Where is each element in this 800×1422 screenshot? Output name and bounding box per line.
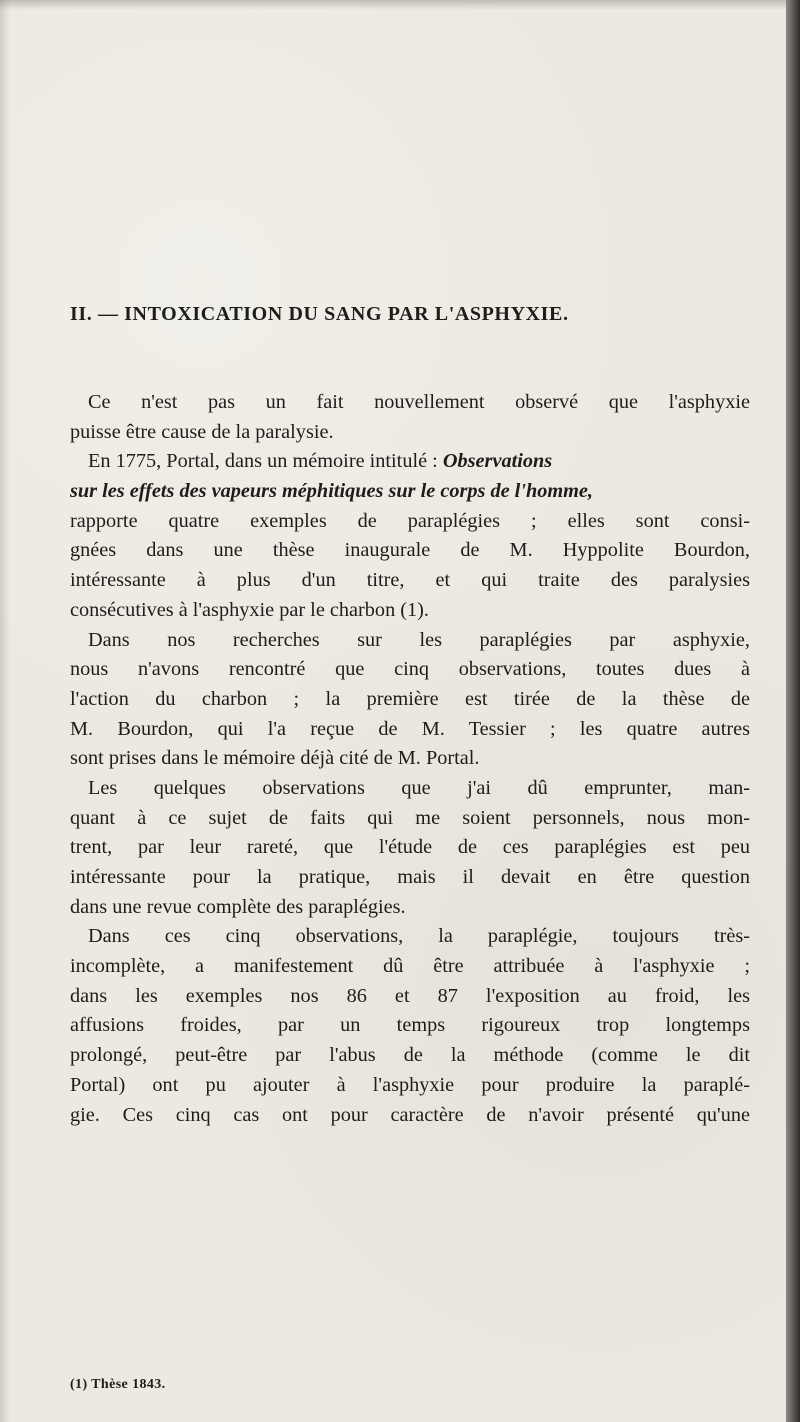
text-line: rapporte quatre exemples de paraplégies ; elles sont consi- xyxy=(70,509,750,532)
text-line: prolongé, peut-être par l'abus de la méthode (comme le dit xyxy=(70,1044,750,1067)
text-line: Portal) ont pu ajouter à l'asphyxie pour produire la paraplé- xyxy=(70,1073,750,1096)
text-line: intéressante pour la pratique, mais il devait en être question xyxy=(70,866,750,888)
text-line: Dans nos recherches sur les paraplégies par asphyxie, xyxy=(88,628,750,651)
text-line: intéressante à plus d'un titre, et qui traite des paralysies xyxy=(70,569,750,592)
section-heading: II. — INTOXICATION DU SANG PAR L'ASPHYXIE. xyxy=(70,303,569,325)
text-line: Les quelques observations que j'ai dû emprunter, man- xyxy=(88,776,750,799)
text-line: incomplète, a manifestement dû être attribuée à l'asphyxie ; xyxy=(70,955,750,978)
text-line: gie. Ces cinq cas ont pour caractère de n'avoir présenté qu'une xyxy=(70,1103,750,1126)
text-line: Ce n'est pas un fait nouvellement observé que l'asphyxie xyxy=(88,391,750,413)
footnote: (1) Thèse 1843. xyxy=(70,1377,166,1392)
text-line: dans les exemples nos 86 et 87 l'exposition au froid, les xyxy=(70,984,750,1007)
text-line: nous n'avons rencontré que cinq observations, toutes dues à xyxy=(70,658,750,681)
text-line-start: En 1775, Portal, dans un mémoire intitulé : xyxy=(88,450,443,473)
text-line: quant à ce sujet de faits qui me soient personnels, nous mon- xyxy=(70,806,750,829)
page-binding-edge xyxy=(786,0,800,1422)
memoir-title-line: sur les effets des vapeurs méphitiques sur le corps de l'homme, xyxy=(70,480,593,503)
text-line: affusions froides, par un temps rigoureux trop longtemps xyxy=(70,1014,750,1037)
text-line-with-title xyxy=(70,447,750,477)
text-line: gnées dans une thèse inaugurale de M. Hyppolite Bourdon, xyxy=(70,539,750,562)
text-line: dans une revue complète des paraplégies. xyxy=(70,895,406,918)
page-left-shadow xyxy=(0,0,10,1422)
body-text xyxy=(70,388,750,1130)
text-line: trent, par leur rareté, que l'étude de ces paraplégies est peu xyxy=(70,836,750,859)
text-line: consécutives à l'asphyxie par le charbon (1). xyxy=(70,598,430,621)
page-top-shadow xyxy=(0,0,800,10)
text-line: M. Bourdon, qui l'a reçue de M. Tessier ; les quatre autres xyxy=(70,717,750,740)
text-line: Dans ces cinq observations, la paraplégie, toujours très- xyxy=(88,925,750,948)
text-line: sont prises dans le mémoire déjà cité de M. Portal. xyxy=(70,747,480,770)
memoir-title-italic: Observations xyxy=(442,450,553,473)
text-line: puisse être cause de la paralysie. xyxy=(70,420,334,443)
text-line: l'action du charbon ; la première est tirée de la thèse de xyxy=(70,687,750,710)
